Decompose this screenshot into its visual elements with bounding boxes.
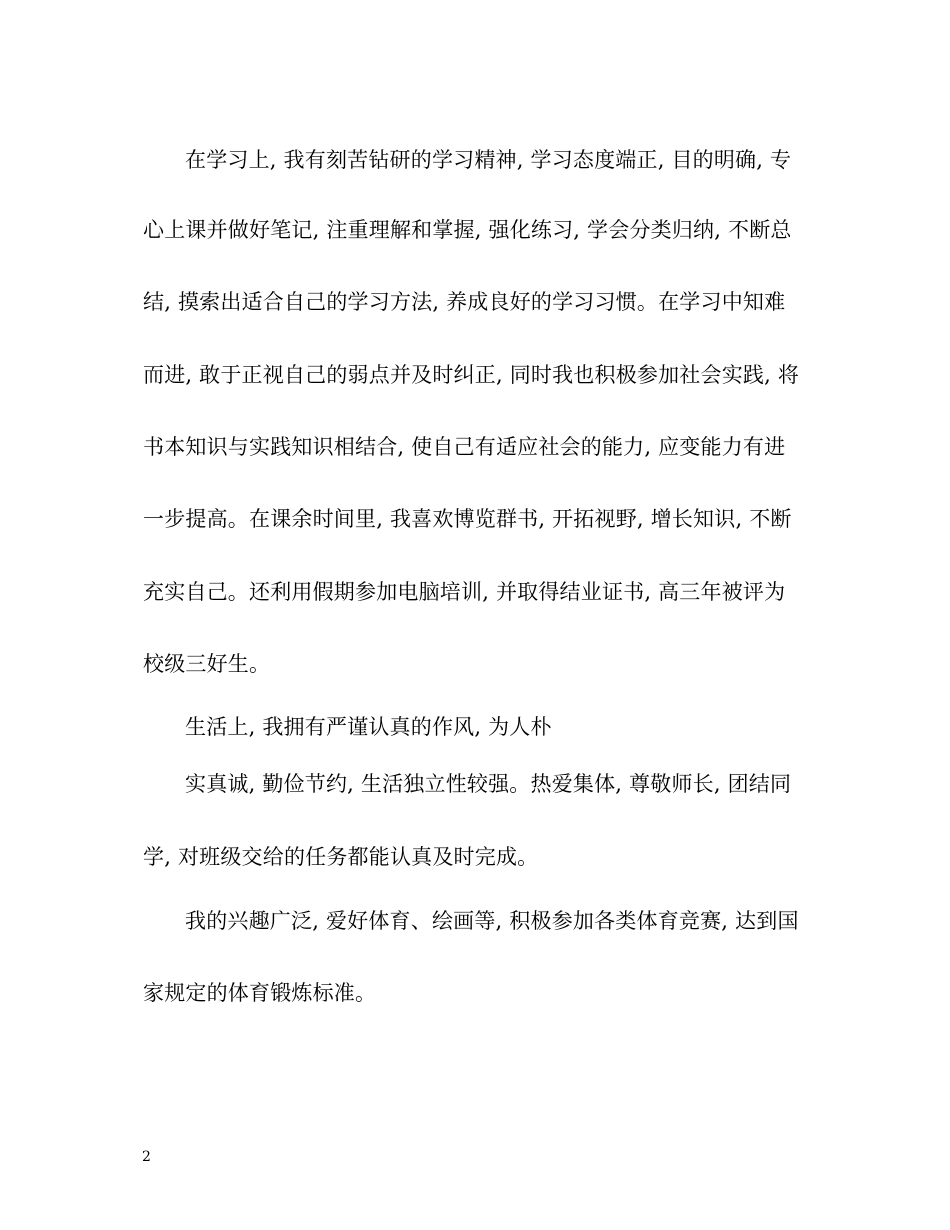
paragraph-line: 家规定的体育锻炼标准。	[143, 981, 377, 1005]
paragraph-line: 书本知识与实践知识相结合, 使自己有适应社会的能力, 应变能力有进	[143, 435, 786, 459]
paragraph-line: 心上课并做好笔记, 注重理解和掌握, 强化练习, 学会分类归纳, 不断总	[143, 218, 792, 242]
page-number: 2	[142, 1149, 151, 1165]
paragraph-line: 一步提高。在课余时间里, 我喜欢博览群书, 开拓视野, 增长知识, 不断	[143, 507, 792, 531]
paragraph-line: 实真诚, 勤俭节约, 生活独立性较强。热爱集体, 尊敬师长, 团结同	[185, 772, 792, 796]
paragraph-line: 结, 摸索出适合自己的学习方法, 养成良好的学习习惯。在学习中知难	[143, 290, 786, 314]
paragraph-line: 而进, 敢于正视自己的弱点并及时纠正, 同时我也积极参加社会实践, 将	[143, 363, 800, 387]
paragraph-line: 充实自己。还利用假期参加电脑培训, 并取得结业证书, 高三年被评为	[143, 580, 786, 604]
paragraph-line: 在学习上, 我有刻苦钻研的学习精神, 学习态度端正, 目的明确, 专	[185, 148, 792, 172]
paragraph-line: 生活上, 我拥有严谨认真的作风, 为人朴	[185, 715, 552, 739]
paragraph-line: 我的兴趣广泛, 爱好体育、绘画等, 积极参加各类体育竞赛, 达到国	[185, 909, 799, 933]
paragraph-line: 学, 对班级交给的任务都能认真及时完成。	[143, 845, 539, 869]
paragraph-line: 校级三好生。	[143, 652, 271, 676]
